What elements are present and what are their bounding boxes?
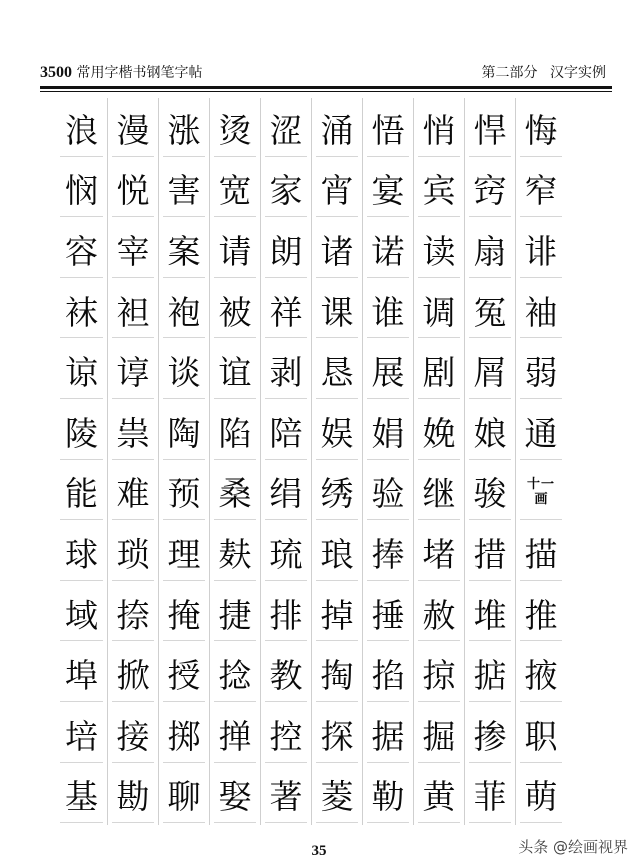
character-cell: 掖: [515, 643, 566, 704]
character-cell: 娟: [362, 401, 413, 462]
character-cell: 娘: [464, 401, 515, 462]
character-cell: 控: [260, 704, 311, 765]
character-cell: 萌: [515, 765, 566, 826]
character-cell: 接: [107, 704, 158, 765]
character-cell: 勘: [107, 765, 158, 826]
character-cell: 陷: [209, 401, 260, 462]
character-cell: 掂: [464, 643, 515, 704]
character-cell: 基: [56, 765, 107, 826]
character-cell: 埠: [56, 643, 107, 704]
character-cell: 谆: [107, 340, 158, 401]
book-title-text: 常用字楷书钢笔字帖: [76, 65, 203, 81]
stroke-count-unit: 画: [534, 491, 548, 507]
character-cell: 窄: [515, 159, 566, 220]
character-cell: 著: [260, 765, 311, 826]
character-cell: 调: [413, 280, 464, 341]
character-cell: 掏: [311, 643, 362, 704]
header-rule-thin: [40, 91, 612, 92]
character-cell: 娱: [311, 401, 362, 462]
character-cell: 宵: [311, 159, 362, 220]
character-cell: 掩: [158, 583, 209, 644]
character-cell: 绢: [260, 462, 311, 523]
character-cell: 琅: [311, 522, 362, 583]
character-cell: 掺: [464, 704, 515, 765]
character-cell: 悄: [413, 98, 464, 159]
character-cell: 探: [311, 704, 362, 765]
character-cell: 授: [158, 643, 209, 704]
character-cell: 诺: [362, 219, 413, 280]
character-cell: 宽: [209, 159, 260, 220]
character-cell: 陵: [56, 401, 107, 462]
character-cell: 请: [209, 219, 260, 280]
character-cell: 通: [515, 401, 566, 462]
character-cell: 漫: [107, 98, 158, 159]
character-cell: 祥: [260, 280, 311, 341]
character-cell: 朗: [260, 219, 311, 280]
character-cell: 排: [260, 583, 311, 644]
character-cell: 菲: [464, 765, 515, 826]
character-cell: 被: [209, 280, 260, 341]
book-number: 3500: [40, 64, 72, 81]
character-cell: 捶: [362, 583, 413, 644]
character-cell: 谁: [362, 280, 413, 341]
character-cell: 剧: [413, 340, 464, 401]
character-cell: 赦: [413, 583, 464, 644]
character-cell: 宴: [362, 159, 413, 220]
character-cell: 掸: [209, 704, 260, 765]
header-rule-thick: [40, 86, 612, 89]
watermark: 头条 @绘画视界: [518, 838, 628, 856]
character-cell: 读: [413, 219, 464, 280]
character-cell: 袜: [56, 280, 107, 341]
character-cell: 菱: [311, 765, 362, 826]
character-cell: 袖: [515, 280, 566, 341]
character-cell: 掐: [362, 643, 413, 704]
character-cell: 培: [56, 704, 107, 765]
character-cell: 容: [56, 219, 107, 280]
character-cell: 桑: [209, 462, 260, 523]
character-grid: [56, 98, 566, 826]
character-cell: 谊: [209, 340, 260, 401]
character-cell: 继: [413, 462, 464, 523]
character-cell: 陶: [158, 401, 209, 462]
character-cell: 理: [158, 522, 209, 583]
character-cell: 悯: [56, 159, 107, 220]
character-cell: 能: [56, 462, 107, 523]
character-cell: 案: [158, 219, 209, 280]
character-cell: 祟: [107, 401, 158, 462]
character-cell: 描: [515, 522, 566, 583]
character-cell: 捺: [107, 583, 158, 644]
character-cell: 黄: [413, 765, 464, 826]
character-cell: 袍: [158, 280, 209, 341]
character-cell: 琉: [260, 522, 311, 583]
character-cell: 家: [260, 159, 311, 220]
character-cell: 窍: [464, 159, 515, 220]
character-cell: 娶: [209, 765, 260, 826]
character-cell: 诽: [515, 219, 566, 280]
character-cell: 难: [107, 462, 158, 523]
character-cell: 捧: [362, 522, 413, 583]
stroke-count-label: [515, 462, 566, 523]
character-cell: 浪: [56, 98, 107, 159]
character-cell: 掠: [413, 643, 464, 704]
character-cell: 悍: [464, 98, 515, 159]
character-cell: 涌: [311, 98, 362, 159]
character-cell: 害: [158, 159, 209, 220]
page-header: [40, 60, 610, 84]
character-cell: 谈: [158, 340, 209, 401]
character-cell: 谅: [56, 340, 107, 401]
character-cell: 琐: [107, 522, 158, 583]
character-cell: 宰: [107, 219, 158, 280]
character-cell: 宾: [413, 159, 464, 220]
book-title: [40, 62, 202, 82]
character-cell: 烫: [209, 98, 260, 159]
character-cell: 扇: [464, 219, 515, 280]
character-cell: 陪: [260, 401, 311, 462]
character-cell: 教: [260, 643, 311, 704]
character-cell: 悔: [515, 98, 566, 159]
character-cell: 麸: [209, 522, 260, 583]
character-cell: 域: [56, 583, 107, 644]
character-cell: 涩: [260, 98, 311, 159]
character-cell: 预: [158, 462, 209, 523]
page-number: 35: [311, 843, 327, 859]
character-cell: 堵: [413, 522, 464, 583]
character-cell: 弱: [515, 340, 566, 401]
character-cell: 球: [56, 522, 107, 583]
character-cell: 措: [464, 522, 515, 583]
character-cell: 推: [515, 583, 566, 644]
section-title: 汉字实例: [550, 65, 606, 81]
character-cell: 悟: [362, 98, 413, 159]
character-cell: 掀: [107, 643, 158, 704]
character-cell: 冤: [464, 280, 515, 341]
character-cell: 屑: [464, 340, 515, 401]
character-cell: 捷: [209, 583, 260, 644]
character-cell: 聊: [158, 765, 209, 826]
character-cell: 袒: [107, 280, 158, 341]
section-label: 第二部分: [481, 65, 538, 81]
character-cell: 掉: [311, 583, 362, 644]
character-cell: 勒: [362, 765, 413, 826]
character-cell: 诸: [311, 219, 362, 280]
character-cell: 展: [362, 340, 413, 401]
character-cell: 悦: [107, 159, 158, 220]
character-cell: 娩: [413, 401, 464, 462]
character-cell: 骏: [464, 462, 515, 523]
character-cell: 捻: [209, 643, 260, 704]
character-cell: 恳: [311, 340, 362, 401]
stroke-count-number: 十一: [526, 476, 555, 492]
character-cell: 堆: [464, 583, 515, 644]
character-cell: 职: [515, 704, 566, 765]
character-cell: 据: [362, 704, 413, 765]
character-cell: 课: [311, 280, 362, 341]
character-cell: 验: [362, 462, 413, 523]
character-cell: 掘: [413, 704, 464, 765]
character-cell: 掷: [158, 704, 209, 765]
character-cell: 剥: [260, 340, 311, 401]
character-cell: 绣: [311, 462, 362, 523]
section-heading: [482, 62, 606, 82]
character-cell: 涨: [158, 98, 209, 159]
